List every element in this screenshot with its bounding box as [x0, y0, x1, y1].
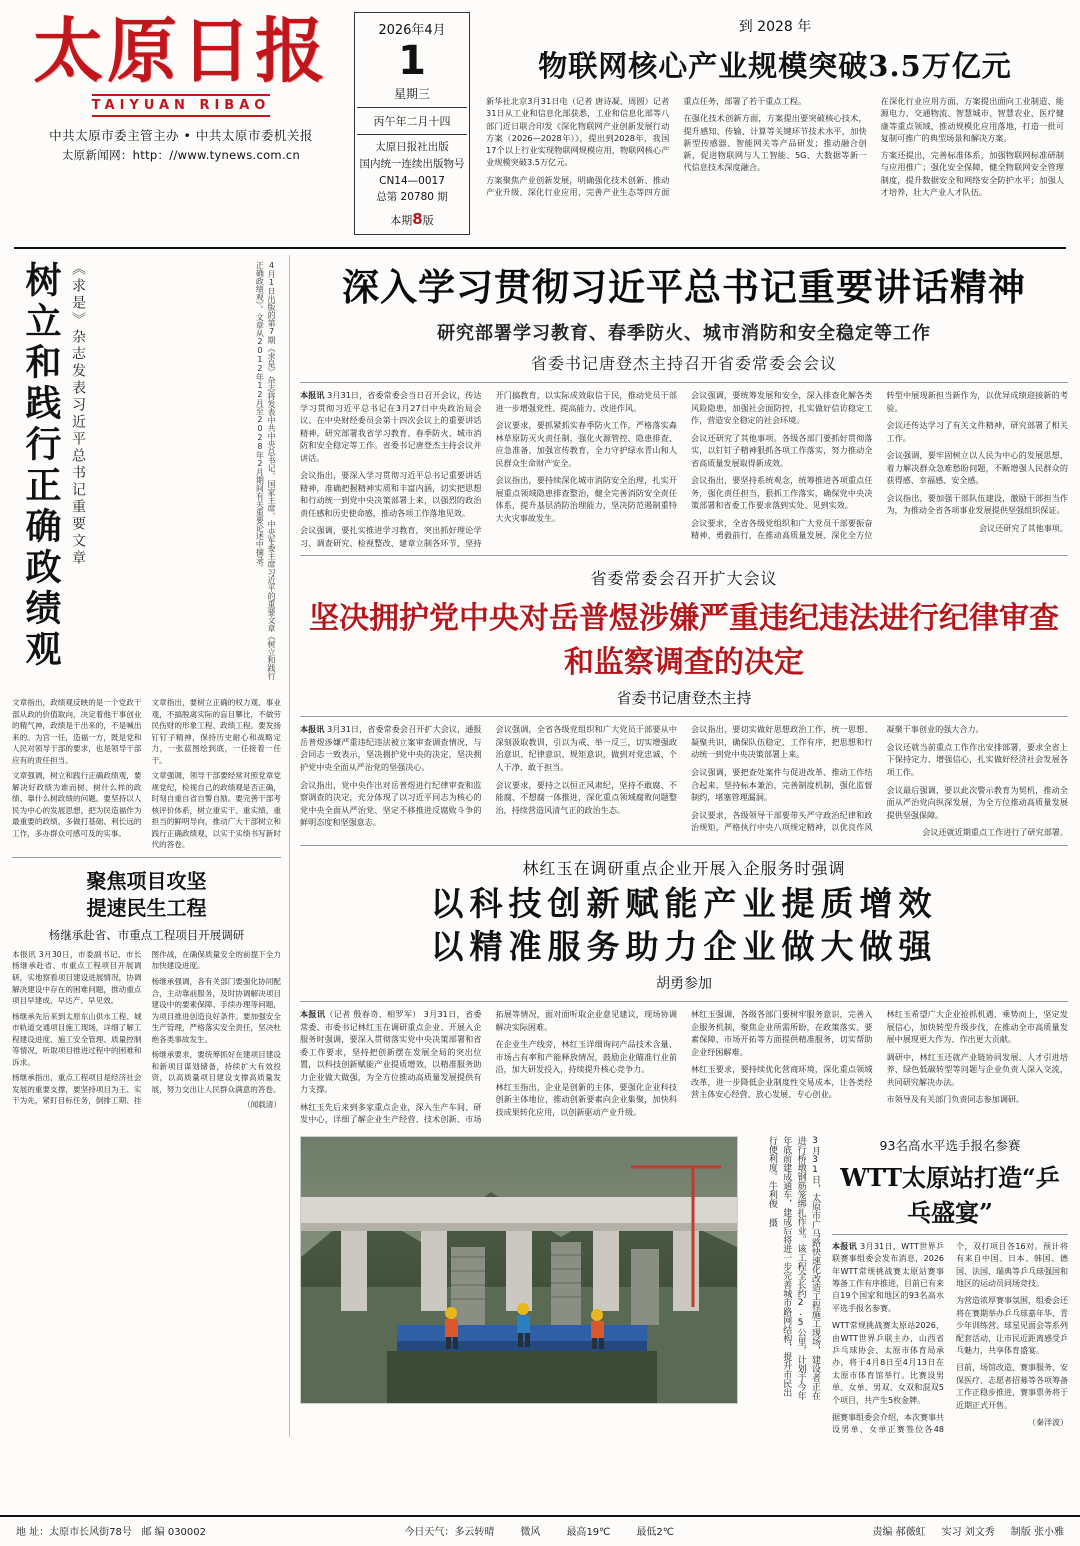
lead-text: 3月31日，WTT世界乒联赛事组委会发布消息，2026年WTT常规挑战赛太原站赛事筹备工作有序推进，目前已有来自19个国家和地区的93名高水平选手报名参赛。 [832, 1241, 945, 1313]
project-title-line2: 提速民生工程 [86, 895, 207, 920]
project-signature: （闻载清） [243, 1100, 281, 1110]
masthead [12, 0, 1068, 241]
temp-low [636, 1523, 674, 1538]
paragraph: 在深化行业应用方面，方案提出面向工业制造、能源电力、交通物流、智慧城市、智慧农业、医疗健康等重点领域，推动规模化应用落地，打造一批可复制可推广的典型场景和解决方案。 [880, 96, 1064, 143]
paragraph: 会议指出，要坚持系统观念，统筹推进各项重点任务，强化责任担当，狠抓工作落实，确保党中央决策部署和省委工作要求落到实处、见到实效。 [691, 475, 873, 511]
photo-and-sports-row [300, 1136, 1068, 1437]
footer-postcode: 030002 [167, 1527, 207, 1538]
main-article-body [300, 389, 1068, 549]
feature-subtitle: 《求是》杂志发表习近平总书记重要文章 [70, 261, 86, 567]
photo-date: 3月31日， [810, 1135, 820, 1193]
lead-text: 3月31日，省委常委会当日召开会议，传达学习贯彻习近平总书记在3月27日中央政治局会议、在中央财经委员会第十四次会议上的重要讲话精神，研究部署我省学习教育、春季防火、城市消防和安全稳定等工作。省委书记唐登杰主持会议并讲话。 [300, 390, 482, 463]
footer-address: 地 址：太原市长风街78号 [16, 1527, 132, 1538]
editor-credit: 实习 刘文秀 [941, 1527, 995, 1538]
paragraph: 在企业生产线旁，林红玉详细询问产品技术含量、市场占有率和产能释放情况，鼓励企业瞄准行业前沿，加大研发投入，持续提升核心竞争力。 [495, 1039, 677, 1075]
footer-address-block [16, 1523, 206, 1538]
main-headline: 深入学习贯彻习近平总书记重要讲话精神 [342, 265, 1026, 309]
masthead-logo [16, 10, 346, 163]
discipline-byline: 省委书记唐登杰主持 [616, 689, 752, 708]
paragraph: 会议还研究了其他事项。各级各部门要抓好贯彻落实，以钉钉子精神狠抓各项工作落实，努力推动全省高质量发展取得新成效。 [691, 432, 873, 468]
paragraph: 会议指出，要加强干部队伍建设，激励干部担当作为，为推动全省各项事业发展提供坚强组织保证。 [886, 492, 1068, 516]
temp-high-label: 最高 [566, 1527, 587, 1538]
photo-caption [748, 1136, 822, 1402]
paragraph: 方案聚焦产业创新发展，明确强化技术创新、推动产业升级、深化行业应用、完善产业生态等四方面重点任务，部署了若干重点工程。 [486, 96, 807, 198]
editor-credit: 责编 郝薇虹 [872, 1527, 926, 1538]
paragraph: 方案还提出，完善标准体系，加强物联网标准研制与应用推广；强化安全保障，健全物联网安全管理制度，提升数据安全和网络安全防护水平；加强人才培养，壮大产业人才队伍。 [880, 150, 1064, 198]
lead-text: 3月31日，省委常委、市委书记林红玉在调研重点企业、开展入企服务时强调，要深入贯彻落实党中央决策部署和省委工作要求，坚持把创新摆在发展全局的突出位置，以科技创新赋能产业提质增效，以精准服务助力企业做大做强，为全方位推动高质量发展提供有力支撑。 [300, 1009, 482, 1095]
article-wtt [832, 1136, 1068, 1437]
paragraph: 文章强调，领导干部要经常对照党章党规党纪，检视自己的政绩观是否正确，时刻自重自省自警自励。要完善干部考核评价体系，树立重实干、重实绩、重担当的鲜明导向，推动广大干部树立和践行正确政绩观，以实干实绩书写新时代的答卷。 [151, 771, 281, 850]
photo-credit: 牛利俊 摄 [766, 1180, 777, 1227]
publication-info [357, 135, 467, 206]
paragraph: 杨继承先后来到太原东山供水工程、城市轨道交通项目施工现场，详细了解工程建设进度、施工安全管理、质量控制等情况，听取项目推进过程中的困难和诉求。 [12, 1011, 142, 1067]
feature-vertical-headline [12, 255, 281, 691]
masthead-website: 太原新闻网：http：//www.tynews.com.cn [61, 147, 301, 162]
date-box [354, 12, 470, 235]
tech-participants: 胡勇参加 [656, 976, 712, 993]
date-year-month: 2026年4月 [378, 23, 446, 38]
wtt-headline: WTT太原站打造“乒乓盛宴” [840, 1162, 1060, 1227]
editor-credit: 制版 张小雅 [1010, 1527, 1064, 1538]
top-right-article [480, 10, 1064, 198]
weather-text [404, 1523, 494, 1538]
newspaper-pinyin: TAIYUAN RIBAO [92, 94, 271, 117]
photo-caption-text: 太原市广马路快速化改造工程施工现场，建设者正在进行桥墩钢筋笼绑扎作业。该工程全长约2.5公里，计划于今年年底前建成通车，建成后将进一步完善城市路网结构，提升市民出行便利度。 [766, 1135, 820, 1400]
construction-photo [300, 1136, 738, 1404]
page-count-suffix: 版 [422, 214, 434, 227]
lead-marker: 本报讯 [300, 1009, 326, 1020]
footer-weather [404, 1523, 674, 1538]
right-column [290, 255, 1068, 1437]
main-content [12, 255, 1068, 1437]
footer-editors [872, 1523, 1064, 1538]
paragraph: 会议要求，要持之以恒正风肃纪，坚持不敢腐、不能腐、不想腐一体推进，深化重点领域腐败问题整治，持续营造风清气正的政治生态。 [495, 779, 677, 815]
paragraph: 会议还就当前重点工作作出安排部署，要求全省上下保持定力、增强信心，扎实做好经济社会发展各项工作。 [886, 741, 1068, 777]
section-divider [300, 845, 1068, 846]
page-footer [0, 1515, 1080, 1546]
paragraph: 为营造浓厚赛事氛围，组委会还将在赛期举办乒乓球嘉年华、青少年训练营、球星见面会等系列配套活动，让市民近距离感受乒乓魅力，共享体育盛宴。 [956, 1296, 1068, 1356]
page-count-prefix: 本期 [390, 214, 413, 227]
section-divider [300, 555, 1068, 556]
paragraph: 文章指出，要树立正确的权力观、事业观，不搞脱离实际的盲目攀比，不做劳民伤财的形象工程、政绩工程。要发扬钉钉子精神，保持历史耐心和战略定力，一张蓝图绘到底，一任接着一任干。 [151, 698, 281, 765]
paragraph: 新华社北京3月31日电（记者 唐诗凝、周圆）记者31日从工业和信息化部获悉，工业和信息化部等八部门近日联合印发《深化物联网产业创新发展行动方案（2026—2028年）》，提出到2028年，我国17个以上行业实现物联网规模应用，物联网核心产业规模突破3.5万亿元。 [486, 96, 670, 168]
left-column [12, 255, 290, 1437]
page-count [357, 210, 467, 228]
article-main [300, 257, 1068, 549]
paragraph: 杨继承强调，各有关部门要强化协同配合，主动靠前服务，及时协调解决项目建设中的要素保障、手续办理等问题，为项目推进创造良好条件。要加强安全生产管理，严格落实安全责任，坚决杜绝各类事故发生。 [151, 976, 281, 1044]
paragraph: 文章指出，政绩观反映的是一个党政干部从政的价值取向，决定着他干事创业的精气神，政绩是干出来的，不是喊出来的。为官一任，造福一方，既是党和人民对领导干部的要求，也是领导干部应有的责任担当。 [12, 698, 142, 765]
left-divider [12, 857, 281, 858]
temp-low-value: 2℃ [656, 1527, 674, 1538]
paragraph: 林红玉先后来到多家重点企业，深入生产车间、研发中心，详细了解企业生产经营、技术创新、市场拓展等情况，面对面听取企业意见建议，现场协调解决实际困难。 [300, 1009, 677, 1125]
paragraph [832, 1241, 944, 1315]
feature-title: 树立和践行正确政绩观 [20, 261, 62, 671]
paragraph: 文章强调，树立和践行正确政绩观，要解决好政绩为谁而树、树什么样的政绩、靠什么树政绩的问题。要坚持以人民为中心的发展思想，把为民造福作为最重要的政绩，多做打基础、利长远的工作，多办群众可感可及的实事。 [12, 771, 142, 838]
paragraph: 会议要求，全省各级党组织和广大党员干部要振奋精神、勇毅前行，在推动高质量发展、深化全方位转型中展现新担当新作为，以优异成绩迎接新的考验。 [691, 390, 1068, 541]
newspaper-title: 太原日报 [33, 9, 329, 92]
paragraph: 会议强调，要把查处案件与促进改革、推动工作结合起来，坚持标本兼治，完善制度机制，强化监督制约，堵塞管理漏洞。 [691, 766, 873, 803]
paragraph: 会议还传达学习了有关文件精神，研究部署了相关工作。 [886, 420, 1068, 443]
paragraph: 会议指出，要持续深化城市消防安全治理，扎实开展重点领域隐患排查整治，健全完善消防安全责任体系，提升基层消防治理能力，坚决防范遏制重特大火灾事故发生。 [495, 475, 677, 523]
wind-value: 微风 [520, 1527, 541, 1538]
paragraph: 林红玉指出，企业是创新的主体，要强化企业科技创新主体地位，推动创新要素向企业集聚，加快科技成果转化应用，以创新驱动产业升级。 [495, 1081, 677, 1117]
article-divider [832, 1234, 1068, 1235]
date-weekday: 星期三 [357, 85, 467, 108]
main-subheadline-1: 研究部署学习教育、春季防火、城市消防和安全稳定等工作 [437, 323, 931, 344]
article-discipline [300, 566, 1068, 838]
lead-marker: 本报讯 [300, 724, 325, 735]
paragraph: 会议指出，党中央作出对岳普煜进行纪律审查和监察调查的决定，充分体现了以习近平同志为核心的党中央全面从严治党、坚定不移推进反腐败斗争的鲜明态度和坚强意志。 [300, 779, 482, 828]
tech-headline-line1: 以科技创新赋能产业提质增效 [430, 883, 938, 923]
paragraph: 目前，场馆改造、赛事服务、安保医疗、志愿者招募等各项筹备工作正稳步推进，赛事票务将于近期正式开售。 [956, 1363, 1068, 1410]
lead-text: 3月31日，省委常委会召开扩大会议，通报岳普煜涉嫌严重违纪违法被立案审查调查情况，与会同志一致表示，坚决拥护党中央的决定，坚决拥护党中央全面从严治党的坚强决心。 [300, 724, 482, 772]
tech-body [300, 1008, 1068, 1126]
temp-high [566, 1523, 610, 1538]
paragraph: 林红玉要求，要持续优化营商环境，深化重点领域改革，进一步降低企业制度性交易成本，让各类经营主体安心经营、放心发展、专心创业。 [691, 1064, 873, 1100]
paragraph: 据赛事组委会介绍，本次赛事共设男单、女单正赛签位各48个，双打项目各16对。预计将有来自中国、日本、韩国、德国、法国、瑞典等乒乓球强国和地区的运动员同场竞技。 [832, 1241, 1068, 1435]
license-number: CN14—0017 [379, 174, 445, 187]
project-article-body [12, 949, 281, 1111]
article-ending: 会议还研究了其他事项。 [978, 522, 1068, 533]
paragraph [300, 389, 482, 464]
article-ending: 会议还就近期重点工作进行了研究部署。 [922, 827, 1068, 838]
feature-body [12, 697, 281, 851]
project-title-line1: 聚焦项目攻坚 [86, 868, 207, 893]
discipline-body [300, 723, 1068, 838]
main-subheadline-2: 省委书记唐登杰主持召开省委常委会会议 [530, 354, 837, 373]
wtt-signature: （秦洋波） [1028, 1417, 1068, 1427]
temp-high-value: 19℃ [586, 1527, 611, 1538]
feature-lead-vertical: 4月1日出版的第7期《求是》杂志将发表中共中央总书记、国家主席、中央军委主席习近平的重要文章《树立和践行正确政绩观》。文章从2012年12月至2028年2月期间有关重要论述中摘录。 [255, 261, 276, 680]
masthead-sponsor: 中共太原市委主管主办 • 中共太原市委机关报 [49, 127, 313, 143]
project-article-heading [12, 868, 281, 943]
paragraph: 林红玉希望广大企业抢抓机遇、乘势而上，坚定发展信心，加快转型升级步伐，在推动全市高质量发展中展现更大作为、作出更大贡献。 [886, 1009, 1068, 1045]
wtt-body [832, 1241, 1068, 1437]
top-article-body [486, 95, 1064, 198]
top-article-kicker: 到 2028 年 [738, 19, 812, 35]
paragraph: 会议强调，要统筹发展和安全，深入排查化解各类风险隐患，加强社会面防控，扎实做好信访稳定工作，营造安全稳定的社会环境。 [691, 390, 873, 426]
lead-marker: 本报讯 [832, 1241, 858, 1251]
masthead-divider [14, 247, 1066, 249]
lead-meta: （记者 殷春奇、相罗军） [325, 1009, 421, 1020]
article-divider [300, 382, 1068, 383]
weather-label: 今日天气： [404, 1527, 455, 1538]
paragraph: WTT常规挑战赛太原站2026，由WTT世界乒联主办，山西省乒乓球协会、太原市体育局承办，将于4月8日至4月13日在太原市体育馆举行。比赛设男单、女单、男双、女双和混双5个项目，共产生5枚金牌。 [832, 1321, 944, 1405]
temp-low-label: 最低 [636, 1527, 657, 1538]
issue-number: 总第 20780 期 [376, 191, 448, 204]
paragraph: 本报讯 3月30日，市委副书记、市长杨继承赴省、市重点工程项目开展调研，实地察看项目建设进展情况，协调解决建设中存在的困难问题，推动重点项目早建成、早达产、早见效。 [12, 949, 142, 1006]
paragraph: 在强化技术创新方面，方案提出要突破核心技术，提升感知、传输、计算等关键环节技术水平，加快新型传感器、智能网关等产品研发；推动融合创新，促进物联网与人工智能、5G、大数据等新一代信息技术深度融合。 [683, 113, 867, 173]
publisher: 太原日报社出版 [375, 141, 449, 153]
paragraph: 会议指出，要深入学习贯彻习近平总书记重要讲话精神，准确把握精神实质和丰富内涵，切实把思想和行动统一到党中央决策部署上来，以强烈的政治责任感和历史使命感，推动各项工作落地见效。 [300, 470, 482, 518]
article-tech [300, 856, 1068, 1126]
paragraph [300, 1008, 482, 1096]
footer-postcode-label: 邮 编 [141, 1527, 165, 1538]
tech-kicker: 林红玉在调研重点企业开展入企服务时强调 [522, 858, 846, 878]
paragraph: 会议指出，要切实做好思想政治工作，统一思想、凝聚共识，确保队伍稳定、工作有序，把思想和行动统一到党中央决策部署上来。 [691, 724, 873, 760]
date-lunar: 丙午年二月十四 [357, 108, 467, 135]
paragraph: 会议强调，要牢固树立以人民为中心的发展思想，着力解决群众急难愁盼问题，不断增强人民群众的获得感、幸福感、安全感。 [886, 450, 1068, 486]
article-divider [300, 716, 1068, 717]
paragraph: 杨继承指出，重点工程项目是经济社会发展的重要支撑，要坚持项目为王、实干为先，紧盯目标任务，倒排工期、挂图作战，在确保质量安全的前提下全力加快建设进度。 [12, 949, 281, 1106]
paragraph [300, 723, 482, 773]
paragraph: 杨继承要求，要统筹抓好在建项目建设和新项目谋划储备，持续扩大有效投资，以高质量项目建设支撑高质量发展，努力交出让人民群众满意的答卷。 [151, 1050, 281, 1094]
tech-headline-line2: 以精准服务助力企业做大做强 [430, 926, 938, 966]
license-label: 国内统一连续出版物号 [359, 157, 465, 170]
discipline-headline: 坚决拥护党中央对岳普煜涉嫌严重违纪违法进行纪律审查和监察调查的决定 [309, 601, 1059, 681]
page-count-number: 8 [412, 210, 423, 228]
paragraph: 会议强调，全省各级党组织和广大党员干部要从中深刻汲取教训，引以为戒、举一反三，切实增强政治意识、纪律意识、规矩意识，做到对党忠诚、个人干净、敢于担当。 [495, 724, 677, 772]
paragraph: 会议强调，要扎实推进学习教育，突出抓好理论学习、调查研究、检视整改、建章立制各环节，坚持开门搞教育，以实际成效取信于民，推动党员干部进一步增强党性、提高能力、改进作风。 [300, 390, 677, 548]
top-article-headline: 物联网核心产业规模突破3.5万亿元 [538, 49, 1012, 83]
paragraph: 会议要求，各级领导干部要带头严守政治纪律和政治规矩，严格执行中央八项规定精神，以优良作风凝聚干事创业的强大合力。 [691, 724, 984, 833]
paragraph: 林红玉强调，各级各部门要树牢服务意识，完善入企服务机制，聚焦企业所需所盼，在政策落实、要素保障、市场开拓等方面提供精准服务，切实帮助企业纾困解难。 [691, 1009, 873, 1057]
photo-graphic [301, 1137, 737, 1403]
article-divider [300, 1001, 1068, 1002]
lead-marker: 本报讯 [300, 390, 325, 400]
paragraph: 会议要求，要抓紧抓实春季防火工作，严格落实森林草原防灭火责任制，强化火源管控、隐患排查、应急准备，加强宣传教育，全力守护绿水青山和人民群众生命财产安全。 [495, 420, 677, 468]
project-subtitle: 杨继承赴省、市重点工程项目开展调研 [48, 927, 245, 942]
paragraph: 市领导及有关部门负责同志参加调研。 [886, 1094, 1025, 1105]
date-day: 1 [398, 38, 426, 84]
weather-value: 多云转晴 [454, 1527, 495, 1538]
paragraph: 会议最后强调，要以此次警示教育为契机，推动全面从严治党向纵深发展，为全方位推动高质量发展提供坚强保障。 [886, 784, 1068, 820]
discipline-kicker: 省委常委会召开扩大会议 [590, 569, 778, 589]
paragraph: 调研中，林红玉还就产业链协同发展、人才引进培养、绿色低碳转型等问题与企业负责人深入交流，共同研究解决办法。 [886, 1051, 1068, 1087]
wtt-kicker: 93名高水平选手报名参赛 [879, 1137, 1021, 1153]
